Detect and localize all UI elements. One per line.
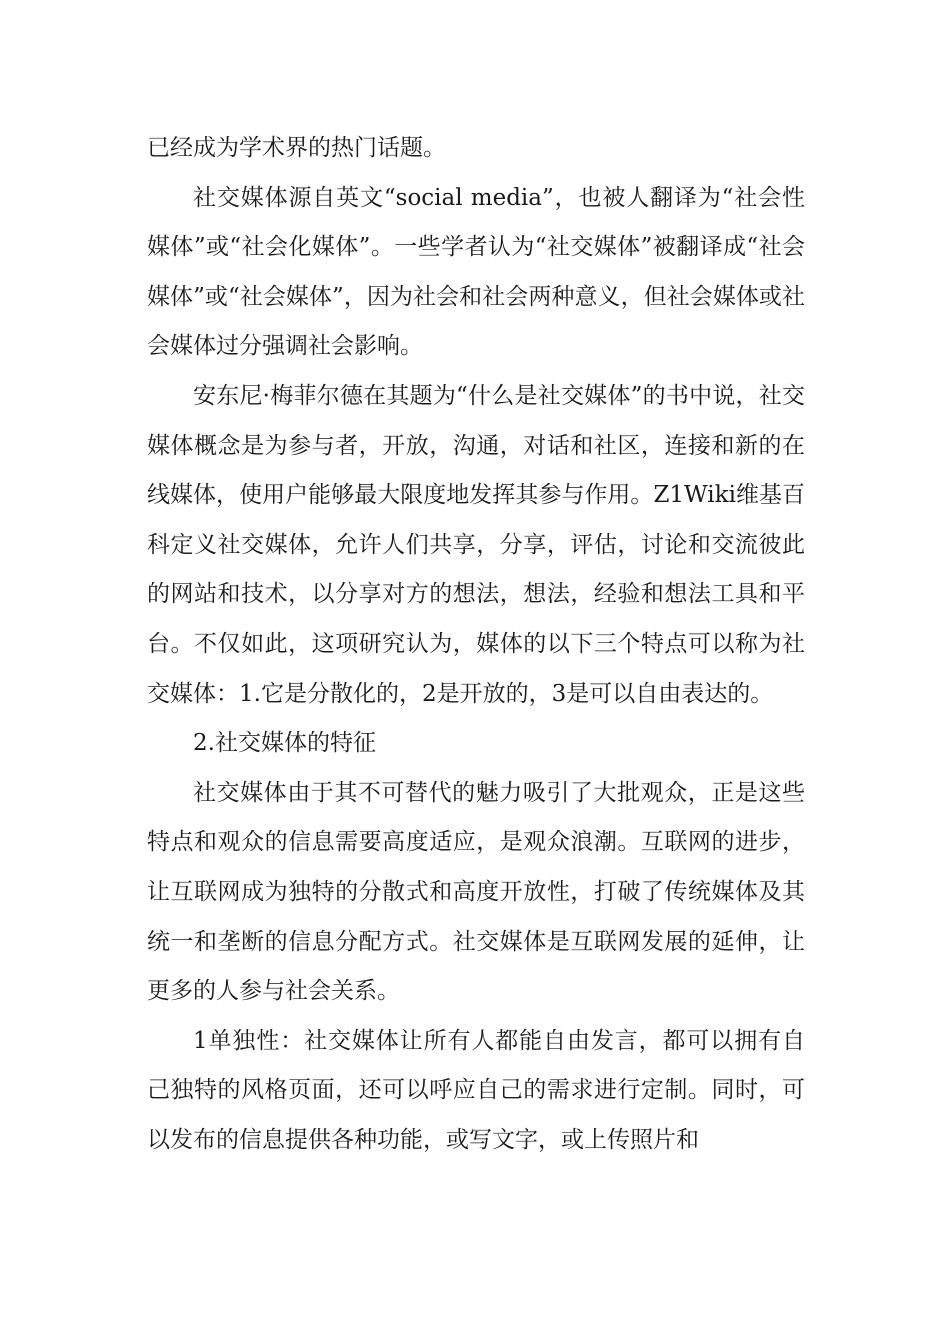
paragraph-5: 1单独性：社交媒体让所有人都能自由发言，都可以拥有自己独特的风格页面，还可以呼应自己的需求进行定制。同时，可以发布的信息提供各种功能，或写文字，或上传照片和 [147,1027,805,1153]
section-heading: 2.社交媒体的特征 [193,730,376,757]
paragraph-4: 社交媒体由于其不可替代的魅力吸引了大批观众，正是这些特点和观众的信息需要高度适应，是观众浪潮。互联网的进步，让互联网成为独特的分散式和高度开放性，打破了传统媒体及其统一和垄断的信息分配方式。社交媒体是互联网发展的延伸，让更多的人参与社会关系。 [147,779,805,1005]
paragraph-3: 安东尼·梅菲尔德在其题为“什么是社交媒体”的书中说，社交媒体概念是为参与者，开放，沟通，对话和社区，连接和新的在线媒体，使用户能够最大限度地发挥其参与作用。Z1Wiki维基百科定义社交媒体，允许人们共享，分享，评估，讨论和交流彼此的网站和技术，以分享对方的想法，想法，经验和想法工具和平台。不仅如此，这项研究认为，媒体的以下三个特点可以称为社交媒体：1.它是分散化的，2是开放的，3是可以自由表达的。 [147,382,805,707]
paragraph-1: 已经成为学术界的热门话题。 [147,135,446,161]
paragraph-2: 社交媒体源自英文“social media”，也被人翻译为“社会性媒体”或“社会化媒体”。一些学者认为“社交媒体”被翻译成“社会媒体”或“社会媒体”，因为社会和社会两种意义，但社会媒体或社会媒体过分强调社会影响。 [147,184,805,360]
body-text [147,124,805,1165]
